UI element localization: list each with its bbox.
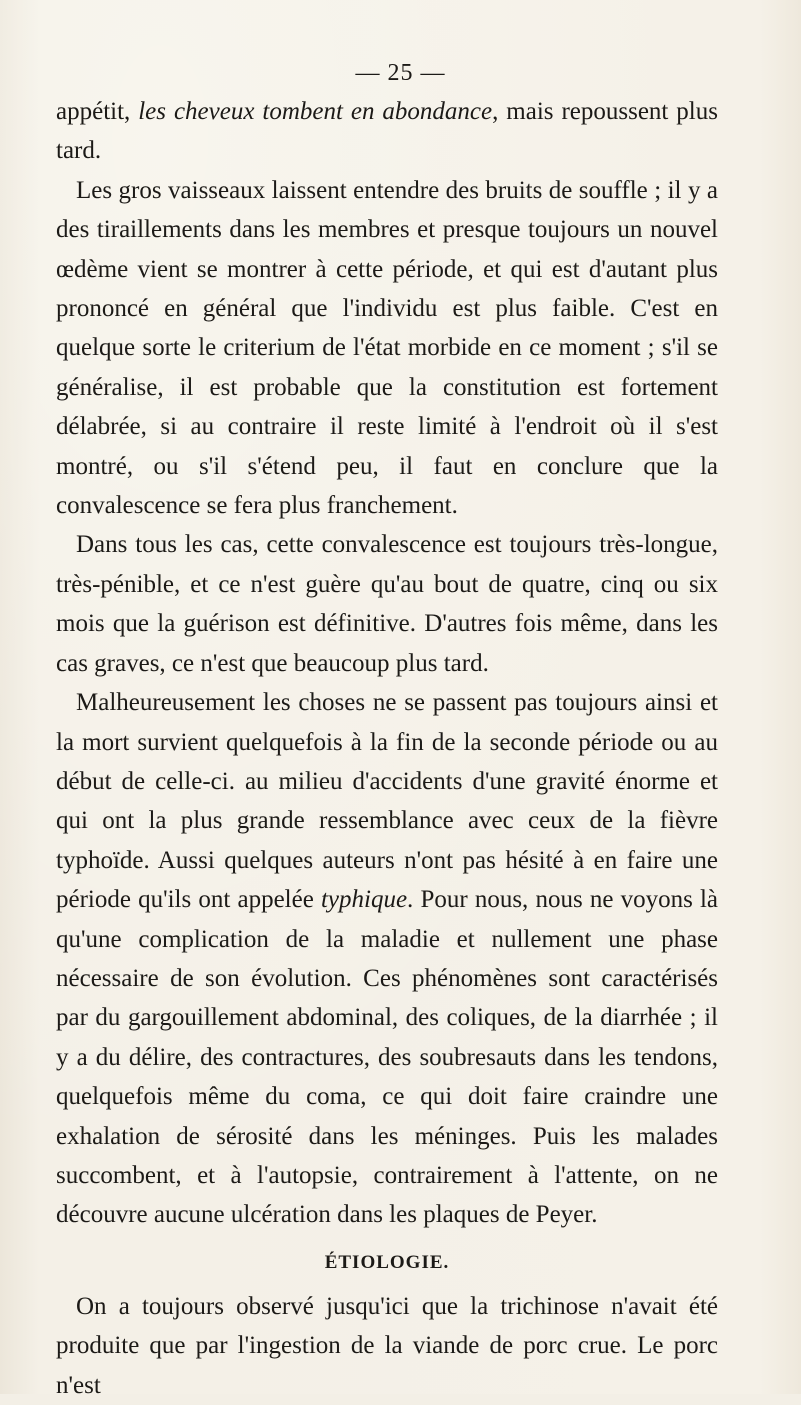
paragraph-continued <box>56 92 718 171</box>
paragraph-text: Malheureusement les choses ne se passent pas toujours ainsi et la mort survient quelquefois à la fin de la seconde période ou au début de celle-ci. au milieu d'accidents d'une gravité énorme et qui ont la plus grande ressemblance avec ceux de la fièvre typhoïde. Aussi quelques auteurs n'ont pas hésité à en faire une période qu'ils ont appelée <box>56 689 718 914</box>
paragraph-symptoms: Les gros vaisseaux laissent entendre des bruits de souffle ; il y a des tiraillements dans les membres et presque toujours un nouvel œdème vient se montrer à cette période, et qui est d'autant plus prononcé en général que l'individu est plus faible. C'est en quelque sorte le criterium de l'état morbide en ce moment ; s'il se généralise, il est probable que la constitution est fortement délabrée, si au contraire il reste limité à l'endroit où il s'est montré, ou s'il s'étend peu, il faut en conclure que la convalescence se fera plus franchement. <box>56 176 718 520</box>
emphasis-text: les cheveux tombent en abondance <box>138 98 493 125</box>
paragraph-text: , mais repoussent plus tard. <box>56 98 718 165</box>
paragraph-text: appétit, <box>56 98 139 125</box>
page-body <box>56 92 718 1405</box>
section-heading: ÉTIOLOGIE. <box>324 1251 450 1273</box>
emphasis-text: typhique <box>320 886 408 914</box>
paragraph-text: . Pour nous, nous ne voyons là qu'une complication de la maladie et nullement une phase nécessaire de son évolution. Ces phénomènes sont caractérisés par du gargouillement abdominal, des coliques, de la diarrhée ; il y a du délire, des contractures, des soubresauts dans les tendons, quelquefois même du coma, ce qui doit faire craindre une exhalation de sérosité dans les méninges. Puis les malades succombent, et à l'autopsie, contrairement à l'attente, on ne découvre aucune ulcération dans les plaques de Peyer. <box>56 886 718 1229</box>
page-number: — 25 — <box>355 60 446 86</box>
paragraph-convalescence: Dans tous les cas, cette convalescence est toujours très-longue, très-pénible, et ce n'est guère qu'au bout de quatre, cinq ou six mois que la guérison est définitive. D'autres fois même, dans les cas graves, ce n'est que beaucoup plus tard. <box>56 531 718 677</box>
paragraph-etiology: On a toujours observé jusqu'ici que la trichinose n'avait été produite que par l'ingestion de la viande de porc crue. Le porc n'est <box>56 1292 718 1399</box>
paragraph-complications <box>56 683 718 1235</box>
